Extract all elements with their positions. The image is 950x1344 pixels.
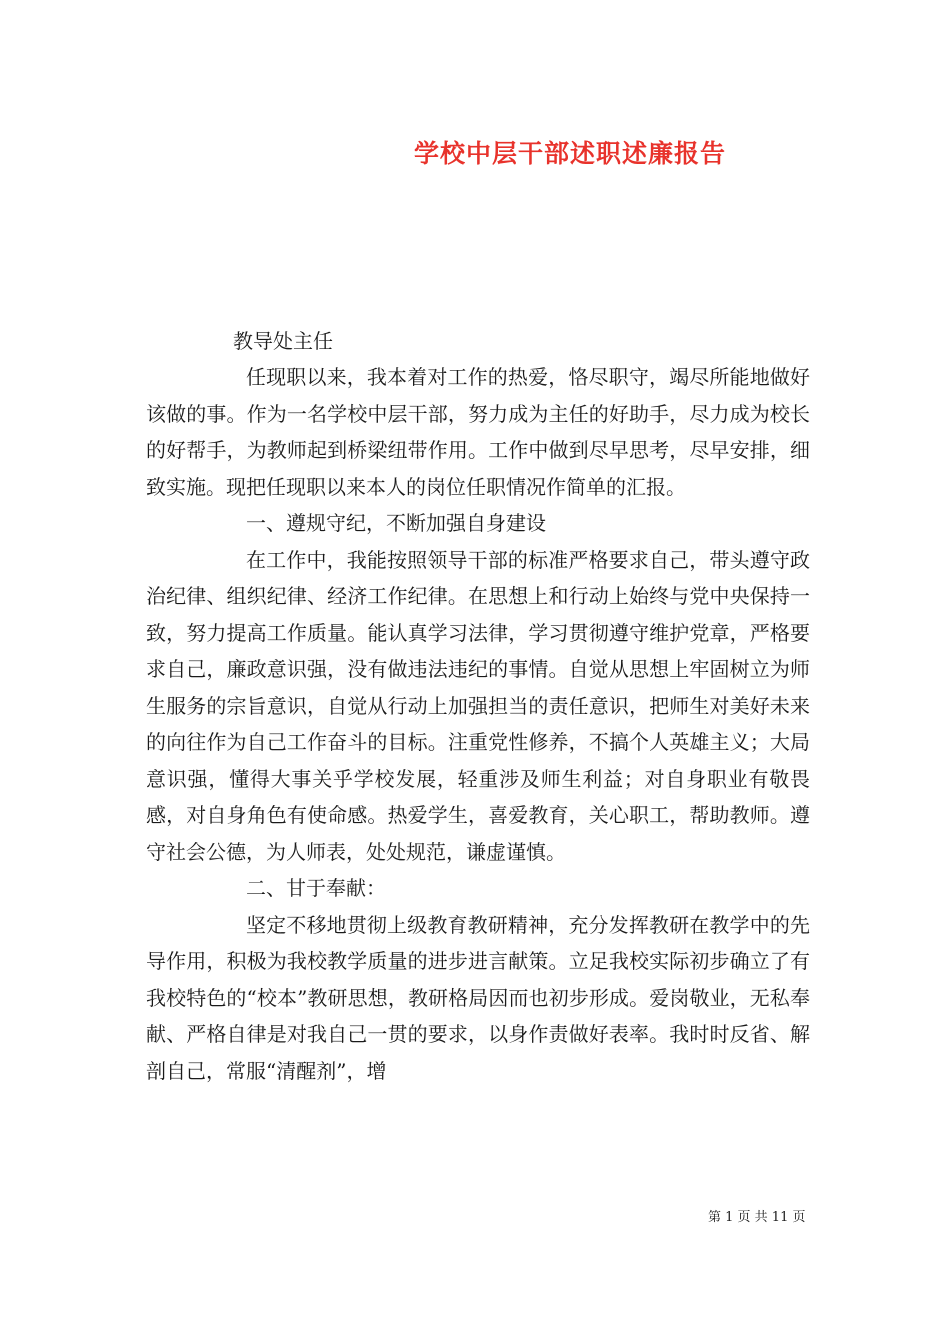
section-heading: 一、遵规守纪，不断加强自身建设 bbox=[246, 511, 546, 535]
document-title: 学校中层干部述职述廉报告 bbox=[414, 139, 727, 168]
document-subtitle: 教导处主任 bbox=[233, 329, 333, 353]
section-heading: 二、甘于奉献： bbox=[246, 876, 386, 900]
document-body bbox=[146, 359, 810, 1089]
body-paragraph: 在工作中，我能按照领导干部的标准严格要求自己，带头遵守政治纪律、组织纪律、经济工作纪律。在思想上和行动上始终与党中央保持一致，努力提高工作质量。能认真学习法律，学习贯彻遵守维护党章，严格要求自己，廉政意识强，没有做违法违纪的事情。自觉从思想上牢固树立为师生服务的宗旨意识，自觉从行动上加强担当的责任意识，把师生对美好未来的向往作为自己工作奋斗的目标。注重党性修养，不搞个人英雄主义；大局意识强，懂得大事关乎学校发展，轻重涉及师生利益；对自身职业有敬畏感，对自身角色有使命感。热爱学生，喜爱教育，关心职工，帮助教师。遵守社会公德，为人师表，处处规范，谦虚谨慎。 bbox=[146, 547, 810, 864]
page-number-footer: 第 1 页 共 11 页 bbox=[708, 1210, 806, 1225]
body-paragraph: 任现职以来，我本着对工作的热爱，恪尽职守，竭尽所能地做好该做的事。作为一名学校中层干部，努力成为主任的好助手，尽力成为校长的好帮手，为教师起到桥梁纽带作用。工作中做到尽早思考，尽早安排，细致实施。现把任现职以来本人的岗位任职情况作简单的汇报。 bbox=[146, 365, 810, 499]
body-paragraph: 坚定不移地贯彻上级教育教研精神，充分发挥教研在教学中的先导作用，积极为我校教学质量的进步进言献策。立足我校实际初步确立了有我校特色的“校本”教研思想，教研格局因而也初步形成。爱岗敬业，无私奉献、严格自律是对我自己一贯的要求，以身作责做好表率。我时时反省、解剖自己，常服“清醒剂”，增 bbox=[146, 912, 810, 1083]
